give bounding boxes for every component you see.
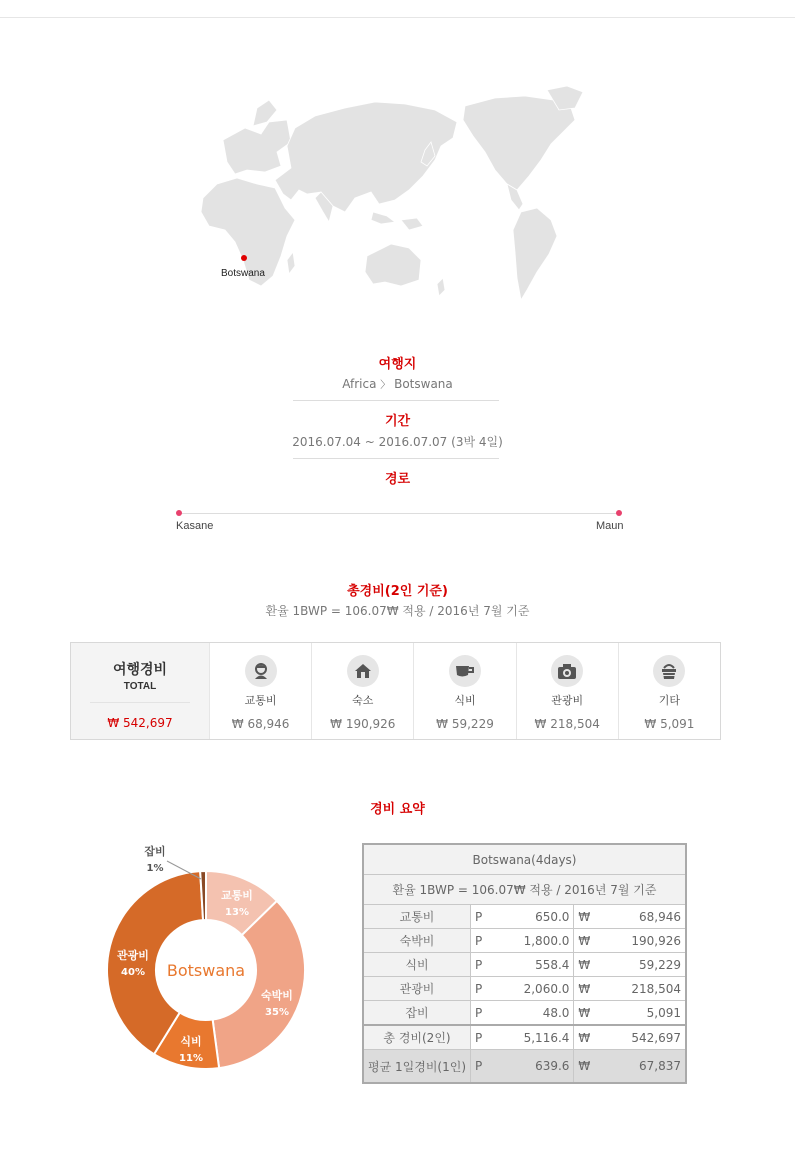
destination-label: 여행지 (378, 357, 417, 372)
pie-slice-label: 숙박비 (261, 989, 293, 1002)
route-start-label: Kasane (176, 520, 214, 532)
region-text: Africa (342, 377, 377, 391)
period-label: 기간 (384, 414, 411, 429)
pie-slice (213, 901, 305, 1068)
local-amount: 2,060.0 (489, 977, 574, 1001)
row-label: 관광비 (363, 977, 471, 1001)
pie-slice-label: 관광비 (117, 949, 149, 962)
krw-amount: 68,946 (594, 905, 686, 929)
local-amount: 48.0 (489, 1001, 574, 1026)
local-amount: 1,800.0 (489, 929, 574, 953)
table-row (363, 1001, 686, 1026)
cost-item-value: ₩ 218,504 (534, 717, 600, 731)
basket-icon (653, 655, 685, 687)
local-currency: P (471, 1001, 490, 1026)
local-currency: P (471, 977, 490, 1001)
pie-slice-label: 식비 (180, 1035, 202, 1048)
expense-pie-chart (95, 835, 325, 1085)
krw-amount: 5,091 (594, 1001, 686, 1026)
krw-currency: ₩ (574, 977, 594, 1001)
table-row (363, 977, 686, 1001)
table-row (363, 875, 686, 905)
route-line (179, 513, 620, 514)
top-divider (0, 17, 795, 18)
world-map (195, 80, 595, 320)
map-europe (223, 120, 291, 174)
country-text: Botswana (394, 377, 453, 391)
cost-item-label: 숙소 (352, 694, 374, 707)
krw-amount: 67,837 (594, 1050, 686, 1084)
pie-slice-percent: 1% (146, 863, 164, 874)
table-row-average (363, 1050, 686, 1084)
local-amount: 5,116.4 (489, 1025, 574, 1050)
botswana-marker (241, 255, 247, 261)
cost-breakdown-box (70, 642, 721, 740)
table-row (363, 929, 686, 953)
pie-slice-label: 교통비 (221, 889, 253, 902)
route-end-label: Maun (596, 520, 624, 532)
local-currency: P (471, 953, 490, 977)
cost-total-cell (71, 643, 209, 739)
krw-currency: ₩ (574, 1050, 594, 1084)
map-north-america (463, 96, 575, 190)
cost-total-amount: ₩ 542,697 (107, 716, 173, 730)
krw-currency: ₩ (574, 1025, 594, 1050)
krw-currency: ₩ (574, 1001, 594, 1026)
local-currency: P (471, 929, 490, 953)
person-icon (245, 655, 277, 687)
cost-total-subtitle: TOTAL (123, 681, 157, 692)
summary-label: 경비 요약 (370, 802, 425, 817)
map-south-america (513, 208, 557, 300)
local-currency: P (471, 1025, 490, 1050)
destination-path (0, 376, 795, 391)
row-label: 평균 1일경비(1인) (363, 1050, 471, 1084)
local-currency: P (471, 1050, 490, 1084)
cost-item-label: 기타 (658, 694, 681, 707)
cost-item-lodging (311, 643, 413, 739)
pie-slice-percent: 13% (225, 907, 249, 918)
cost-item-value: ₩ 190,926 (330, 717, 396, 731)
table-row (363, 953, 686, 977)
cost-item-value: ₩ 59,229 (436, 717, 494, 731)
route-start-dot (176, 510, 182, 516)
summary-table (362, 843, 687, 1084)
table-row (363, 905, 686, 929)
cost-total-title: 여행경비 (112, 662, 168, 678)
pie-center-label: Botswana (166, 961, 246, 980)
local-amount: 558.4 (489, 953, 574, 977)
period-value: 2016.07.04 ~ 2016.07.07 (3박 4일) (292, 435, 503, 449)
table-title: Botswana(4days) (363, 844, 686, 875)
cup-icon (449, 655, 481, 687)
map-australia (365, 244, 421, 286)
pie-slice-percent: 40% (121, 967, 145, 978)
divider (90, 702, 190, 703)
local-amount: 639.6 (489, 1050, 574, 1084)
row-label: 총 경비(2인) (363, 1025, 471, 1050)
row-label: 잡비 (363, 1001, 471, 1026)
total-cost-rate-note: 환율 1BWP = 106.07₩ 적용 / 2016년 7월 기준 (265, 604, 530, 618)
krw-currency: ₩ (574, 953, 594, 977)
table-row-total (363, 1025, 686, 1050)
house-icon (347, 655, 379, 687)
chevron-right-icon: 〉 (380, 380, 391, 391)
cost-item-sightseeing (516, 643, 618, 739)
krw-amount: 218,504 (594, 977, 686, 1001)
cost-item-value: ₩ 68,946 (231, 717, 290, 731)
cost-item-etc (618, 643, 720, 739)
cost-item-transport (209, 643, 311, 739)
total-cost-label: 총경비(2인 기준) (347, 584, 448, 599)
route-label: 경로 (384, 472, 411, 487)
row-label: 숙박비 (363, 929, 471, 953)
krw-currency: ₩ (574, 929, 594, 953)
local-amount: 650.0 (489, 905, 574, 929)
local-currency: P (471, 905, 490, 929)
cost-item-label: 관광비 (551, 694, 584, 707)
camera-icon (551, 655, 583, 687)
krw-amount: 542,697 (594, 1025, 686, 1050)
krw-currency: ₩ (574, 905, 594, 929)
divider (293, 400, 499, 401)
pie-slice-label: 잡비 (144, 845, 166, 858)
pie-slice-percent: 11% (179, 1053, 203, 1064)
table-rate-note: 환율 1BWP = 106.07₩ 적용 / 2016년 7월 기준 (363, 875, 686, 905)
divider (293, 458, 499, 459)
row-label: 교통비 (363, 905, 471, 929)
cost-item-value: ₩ 5,091 (644, 717, 695, 731)
cost-item-label: 교통비 (244, 694, 277, 707)
cost-item-food (413, 643, 515, 739)
krw-amount: 190,926 (594, 929, 686, 953)
krw-amount: 59,229 (594, 953, 686, 977)
row-label: 식비 (363, 953, 471, 977)
table-row (363, 844, 686, 875)
botswana-map-label: Botswana (221, 268, 265, 279)
pie-slice-percent: 35% (265, 1007, 289, 1018)
route-end-dot (616, 510, 622, 516)
cost-item-label: 식비 (454, 694, 476, 707)
